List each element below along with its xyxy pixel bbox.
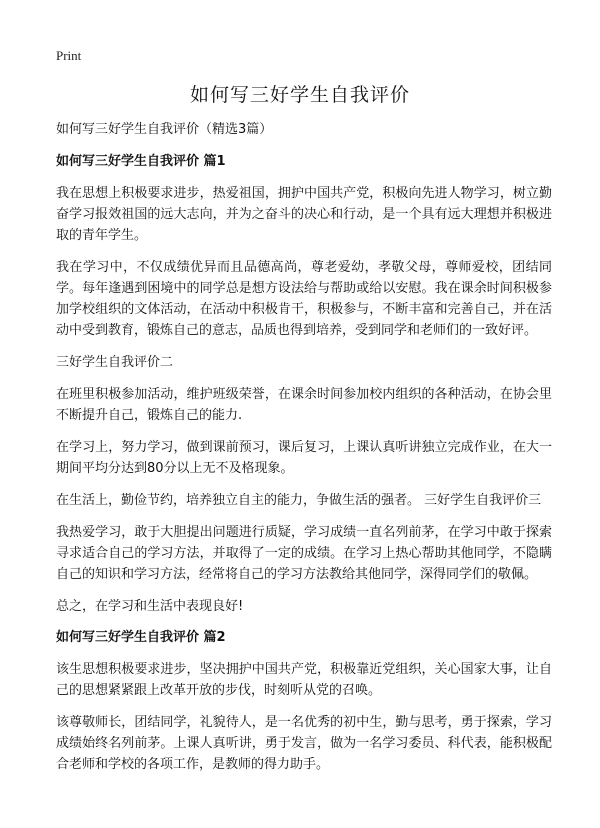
section-heading: 如何写三好学生自我评价 篇1	[56, 154, 226, 169]
section-1	[56, 152, 552, 617]
paragraph: 总之，在学习和生活中表现良好!	[56, 599, 244, 614]
paragraph: 该尊敬师长，团结同学，礼貌待人，是一名优秀的初中生，勤与思考，勇于探索，学习成绩始终名列前茅。上课人真听讲，勇于发言，做为一名学习委员、科代表，能积极配合老师和学校的各项工作，是教师的得力助手。	[56, 715, 552, 772]
paragraph: 在生活上，勤俭节约，培养独立自主的能力，争做生活的强者。 三好学生自我评价三	[56, 493, 542, 508]
paragraph: 在学习上，努力学习，做到课前预习，课后复习，上课认真听讲独立完成作业，在大一期间平均分达到80分以上无不及格现象。	[56, 440, 552, 476]
paragraph: 该生思想积极要求进步，坚决拥护中国共产党，积极靠近党组织，关心国家大事，让自己的思想紧紧跟上改革开放的步伐，时刻听从党的召唤。	[56, 662, 552, 698]
document-title: 如何写三好学生自我评价	[189, 84, 410, 106]
section-heading: 如何写三好学生自我评价 篇2	[56, 630, 226, 645]
document-body	[56, 120, 552, 786]
print-link[interactable]: Print	[56, 48, 82, 63]
paragraph: 在班里积极参加活动，维护班级荣誉，在课余时间参加校内组织的各种活动，在协会里不断提升自己，锻炼自己的能力.	[56, 387, 552, 423]
paragraph: 我热爱学习，敢于大胆提出问题进行质疑，学习成绩一直名列前茅，在学习中敢于探索寻求适合自己的学习方法，并取得了一定的成绩。在学习上热心帮助其他同学，不隐瞒自己的知识和学习方法，经常将自己的学习方法教给其他同学，深得同学们的敬佩。	[56, 525, 552, 582]
paragraph: 我在学习中，不仅成绩优异而且品德高尚，尊老爱幼，孝敬父母，尊师爱校，团结同学。每年逢遇到困境中的同学总是想方设法给与帮助或给以安慰。我在课余时间积极参加学校组织的文体活动，在活动中积极肯干，积极参与，不断丰富和完善自己，并在活动中受到教育，锻炼自己的意志，品质也得到培养，受到同学和老师们的一致好评。	[56, 260, 552, 338]
section-2	[56, 628, 552, 775]
paragraph: 我在思想上积极要求进步，热爱祖国，拥护中国共产党，积极向先进人物学习，树立勤奋学习报效祖国的远大志向，并为之奋斗的决心和行动，是一个具有远大理想并积极进取的青年学生。	[56, 186, 552, 243]
paragraph: 三好学生自我评价二	[56, 355, 174, 370]
document-subtitle: 如何写三好学生自我评价（精选3篇）	[56, 122, 273, 137]
